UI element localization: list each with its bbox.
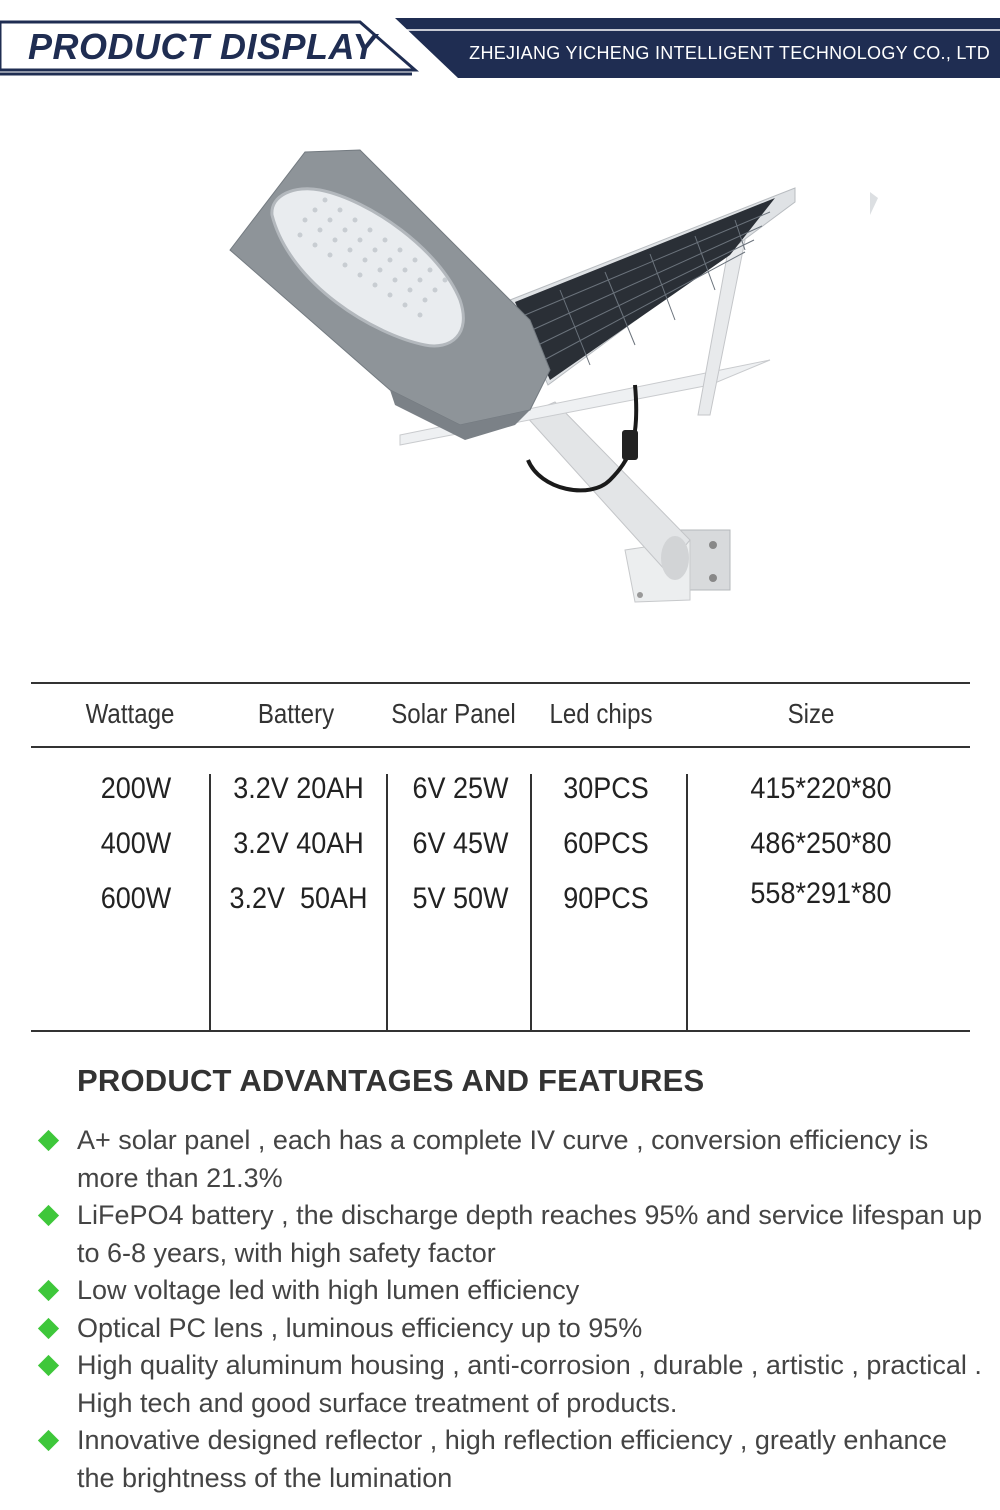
header-size: Size (787, 698, 835, 729)
cell-size: 415*220*80 (750, 772, 892, 805)
cell-solar-panel: 6V 45W (412, 827, 509, 860)
cell-led-chips: 90PCS (563, 882, 649, 915)
green-diamond-bullet-icon (38, 1430, 59, 1451)
green-diamond-bullet-icon (38, 1280, 59, 1301)
cell-wattage: 400W (100, 827, 172, 860)
feature-text: Innovative designed reflector , high reflection efficiency , greatly enhance the brightness of the lumination (77, 1425, 948, 1493)
cell-battery: 3.2V 40AH (233, 827, 364, 860)
table-header-rule (31, 746, 970, 748)
cell-size: 486*250*80 (750, 827, 892, 860)
header-solar-panel: Solar Panel (391, 698, 516, 729)
list-item (38, 1122, 988, 1197)
green-diamond-bullet-icon (38, 1130, 59, 1151)
cell-led-chips: 60PCS (563, 827, 649, 860)
list-item (38, 1347, 988, 1422)
column-divider (386, 774, 388, 1032)
solar-street-light-image (210, 140, 890, 620)
list-item (38, 1310, 988, 1348)
spec-table (31, 682, 970, 1032)
table-top-rule (31, 682, 970, 684)
list-item (38, 1272, 988, 1310)
cell-wattage: 200W (100, 772, 172, 805)
cell-battery: 3.2V 50AH (229, 882, 368, 915)
column-divider (530, 774, 532, 1032)
cell-wattage: 600W (100, 882, 172, 915)
cell-size: 558*291*80 (750, 877, 892, 910)
header-banner (0, 0, 1000, 90)
list-item (38, 1197, 988, 1272)
cell-solar-panel: 5V 50W (412, 882, 509, 915)
page-title: PRODUCT DISPLAY (28, 26, 377, 67)
feature-text: High quality aluminum housing , anti-corrosion , durable , artistic , practical . High tech and good surface treatment of products. (77, 1350, 982, 1418)
column-divider (686, 774, 688, 1032)
table-bottom-rule (31, 1030, 970, 1032)
green-diamond-bullet-icon (38, 1317, 59, 1338)
cell-led-chips: 30PCS (563, 772, 649, 805)
features-list (38, 1122, 988, 1497)
header-battery: Battery (257, 698, 335, 729)
list-item (38, 1422, 988, 1497)
green-diamond-bullet-icon (38, 1355, 59, 1376)
column-divider (209, 774, 211, 1032)
header-led-chips: Led chips (549, 698, 653, 729)
green-diamond-bullet-icon (38, 1205, 59, 1226)
features-title: PRODUCT ADVANTAGES AND FEATURES (77, 1063, 705, 1098)
cell-battery: 3.2V 20AH (233, 772, 364, 805)
feature-text: LiFePO4 battery , the discharge depth reaches 95% and service lifespan up to 6-8 years, with high safety factor (77, 1200, 983, 1268)
feature-text: A+ solar panel , each has a complete IV curve , conversion efficiency is more than 21.3% (77, 1125, 929, 1193)
feature-text: Optical PC lens , luminous efficiency up to 95% (77, 1312, 643, 1343)
company-name: ZHEJIANG YICHENG INTELLIGENT TECHNOLOGY CO., LTD (469, 43, 990, 63)
feature-text: Low voltage led with high lumen efficiency (77, 1275, 580, 1305)
header-wattage: Wattage (85, 698, 175, 729)
cell-solar-panel: 6V 25W (412, 772, 509, 805)
